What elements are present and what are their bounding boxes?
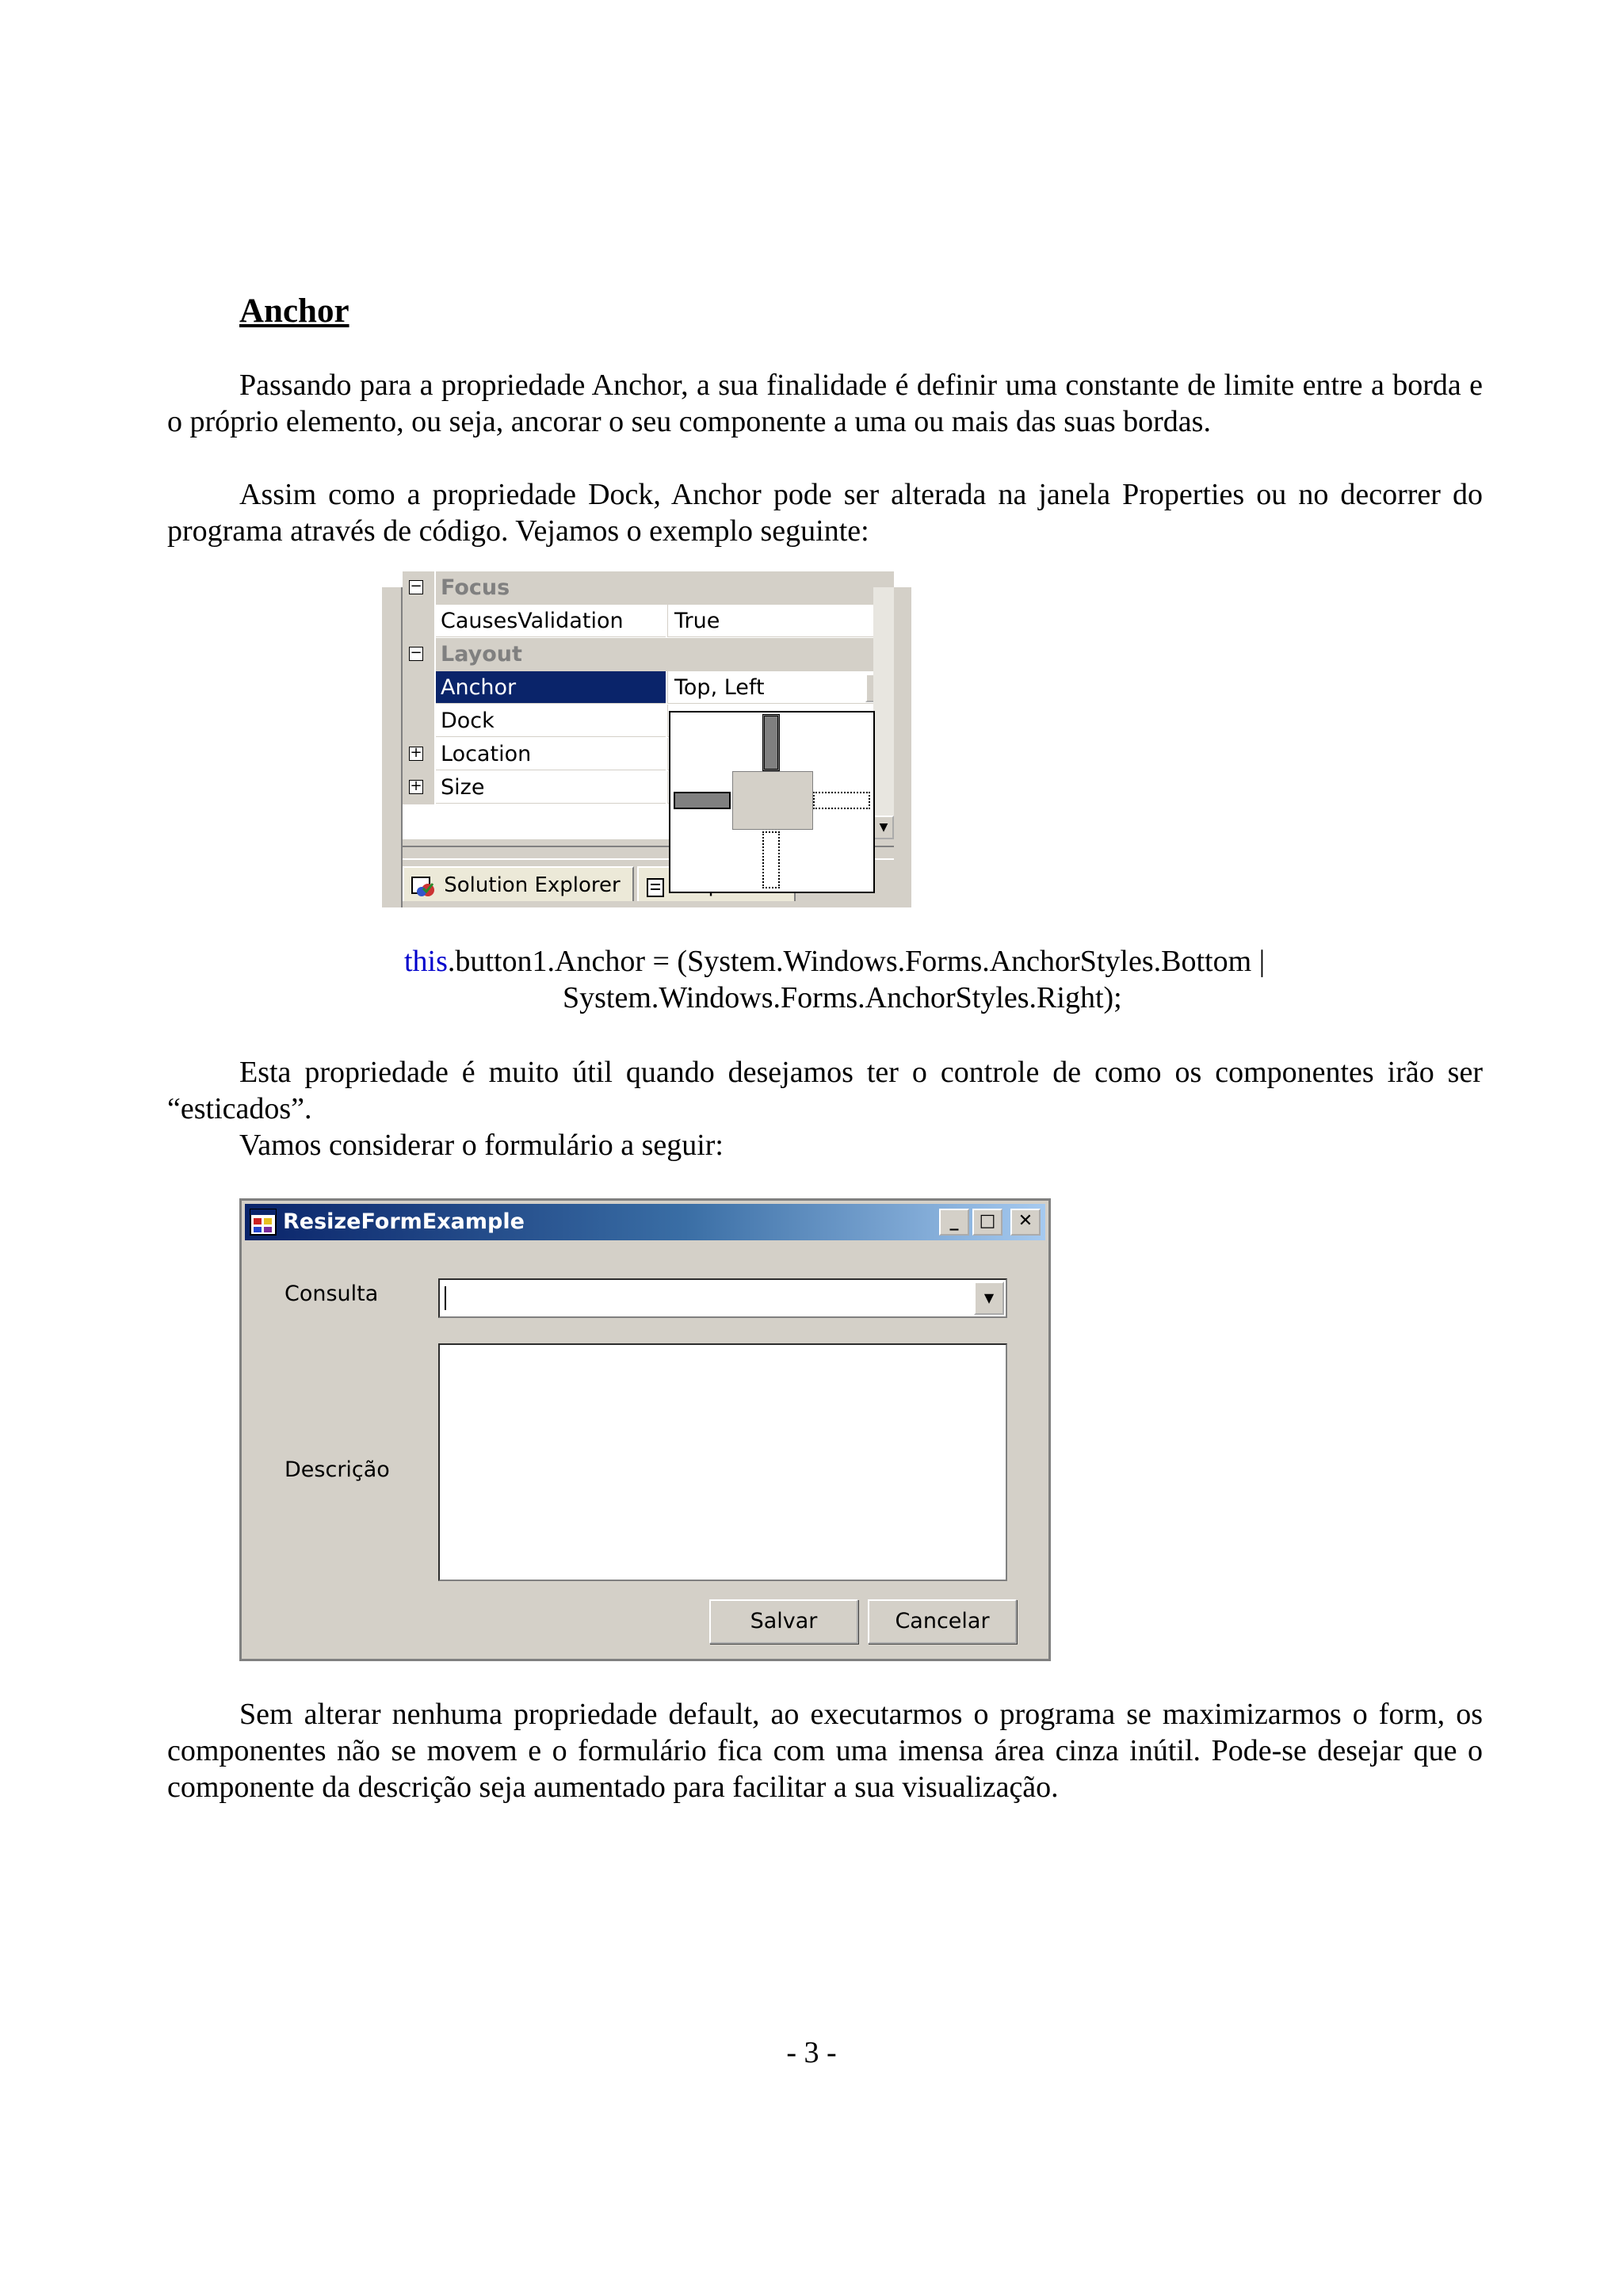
section-heading: Anchor (239, 292, 349, 330)
cancelar-button[interactable]: Cancelar (868, 1599, 1017, 1644)
label-descricao: Descrição (285, 1457, 390, 1482)
property-value[interactable]: True (667, 605, 894, 637)
paragraph-anchor-properties (167, 476, 1483, 549)
anchor-control-preview (732, 771, 813, 830)
page-number: - 3 - (786, 2036, 837, 2069)
tab-solution-explorer[interactable] (403, 866, 634, 901)
paragraph-text: Assim como a propriedade Dock, Anchor pode ser alterada na janela Properties ou no decorrer do programa através de código. Vejamos o exemplo seguinte: (167, 478, 1483, 548)
category-label: Layout (436, 638, 894, 671)
category-row-focus[interactable] (403, 571, 894, 605)
vertical-scrollbar[interactable] (873, 587, 894, 839)
minimize-icon[interactable]: _ (939, 1209, 969, 1236)
tab-label: Solution Explorer (444, 873, 621, 897)
close-icon[interactable]: ✕ (1010, 1209, 1041, 1236)
code-line-1: .button1.Anchor = (System.Windows.Forms.AnchorStyles.Bottom | (447, 945, 1266, 978)
code-snippet (404, 943, 1265, 1016)
paragraph-stretch (167, 1054, 1483, 1127)
maximize-icon[interactable]: □ (972, 1209, 1002, 1236)
property-name: Anchor (436, 671, 666, 704)
property-value[interactable] (667, 671, 894, 704)
property-name: CausesValidation (436, 605, 666, 637)
label-consulta: Consulta (285, 1282, 379, 1306)
category-label: Focus (436, 571, 894, 605)
resize-form-window (239, 1198, 1051, 1661)
property-row-causesvalidation[interactable] (403, 605, 894, 638)
properties-icon (645, 874, 669, 898)
code-keyword: this (404, 945, 448, 978)
expand-icon[interactable]: + (410, 744, 422, 761)
code-line-2: System.Windows.Forms.AnchorStyles.Right); (563, 981, 1122, 1014)
anchor-right-toggle[interactable] (813, 792, 870, 809)
salvar-button[interactable]: Salvar (709, 1599, 858, 1644)
window-title: ResizeFormExample (283, 1209, 525, 1234)
paragraph-text: Vamos considerar o formulário a seguir: (239, 1129, 724, 1162)
form-icon (250, 1209, 277, 1236)
properties-window-screenshot (382, 575, 911, 907)
paragraph-maximize (167, 1696, 1483, 1805)
descricao-textbox[interactable] (438, 1343, 1007, 1581)
paragraph-form-intro (167, 1127, 1483, 1163)
property-name: Size (436, 771, 666, 804)
scroll-down-icon[interactable]: ▼ (873, 816, 894, 839)
property-row-anchor[interactable] (403, 671, 894, 705)
anchor-left-toggle[interactable] (674, 792, 731, 809)
category-row-layout[interactable] (403, 638, 894, 671)
solution-explorer-icon (411, 874, 437, 898)
collapse-icon[interactable]: − (410, 644, 422, 661)
dropdown-arrow-icon[interactable]: ▼ (974, 1282, 1004, 1315)
anchor-top-toggle[interactable] (762, 714, 780, 771)
anchor-bottom-toggle[interactable] (762, 831, 780, 888)
property-name: Dock (436, 705, 666, 737)
paragraph-text: Esta propriedade é muito útil quando desejamos ter o controle de como os componentes irão ser “esticados”. (167, 1056, 1483, 1125)
expand-icon[interactable]: + (410, 777, 422, 794)
collapse-icon[interactable]: − (410, 578, 422, 594)
anchor-editor-popup (669, 711, 875, 893)
paragraph-anchor-intro (167, 367, 1483, 440)
window-edge (382, 587, 403, 907)
anchor-value: Top, Left (674, 675, 765, 700)
title-bar[interactable] (245, 1204, 1045, 1240)
paragraph-text: Sem alterar nenhuma propriedade default, ao executarmos o programa se maximizarmos o form, os componentes não se movem e o formulário fica com uma imensa área cinza inútil. Pode-se desejar que o componente da descrição seja aumentado para facilitar a sua visualização. (167, 1698, 1483, 1804)
property-name: Location (436, 738, 666, 770)
consulta-combobox[interactable] (438, 1278, 1007, 1318)
paragraph-text: Passando para a propriedade Anchor, a sua finalidade é definir uma constante de limite entre a borda e o próprio elemento, ou seja, ancorar o seu componente a uma ou mais das suas bordas. (167, 369, 1483, 438)
text-caret (445, 1286, 446, 1310)
